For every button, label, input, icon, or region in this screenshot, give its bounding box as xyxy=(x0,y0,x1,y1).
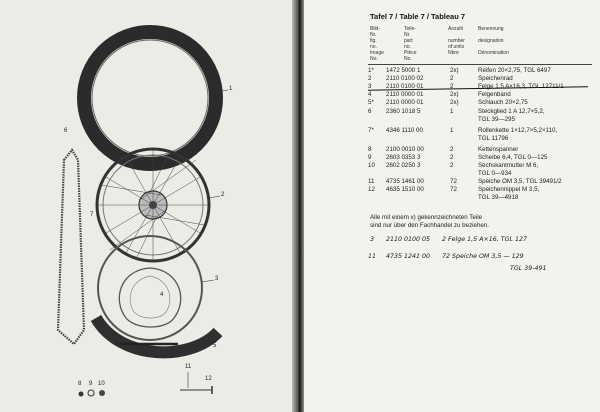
callout-9: 9 xyxy=(89,381,93,387)
table-row: 9 2603 0353 3 2 Scheibe 6,4, TGL 0—125 xyxy=(368,154,548,161)
callout-3: 3 xyxy=(215,276,219,282)
tyre-segment xyxy=(96,318,218,352)
callout-2: 2 xyxy=(221,192,225,198)
callout-12: 12 xyxy=(205,376,212,382)
handwritten-text-2: 72 Speiche OM 3,5 — 129 xyxy=(442,253,524,260)
handwritten-pos-2: 11 xyxy=(368,253,377,260)
rim-band xyxy=(98,236,202,340)
table-row: 11 4735 1461 00 72 Speiche OM 3,5, TGL 39491/2 xyxy=(368,178,562,185)
handwritten-pos-1: 3 xyxy=(370,236,375,243)
header-desc: Benennung designation Dénomination xyxy=(478,26,509,56)
callout-4: 4 xyxy=(160,292,164,298)
table-title: Tafel 7 / Table 7 / Tableau 7 xyxy=(370,12,466,21)
callout-6: 6 xyxy=(64,128,68,134)
handwritten-text-3: TGL 39-491 xyxy=(510,265,547,272)
callout-8: 8 xyxy=(78,381,82,387)
right-page-parts-list xyxy=(304,0,600,412)
callout-10: 10 xyxy=(98,381,105,387)
table-row-struck: 3 2110 0100 01 2 Felge 1,5 A×16,3, TGL 12711/1 xyxy=(368,83,598,91)
table-row: 6 2360 1018 5 1 Steckglied 1 A 12,7×5,2, xyxy=(368,108,545,115)
handwritten-part-2: 4735 1241 00 xyxy=(386,253,431,260)
exploded-wheel-drawing xyxy=(0,0,296,412)
callout-11: 11 xyxy=(185,364,192,370)
left-page-illustration xyxy=(0,0,296,412)
header-part: Teile- Nr. part no. Pièce No. xyxy=(404,26,417,62)
callout-1: 1 xyxy=(229,86,233,92)
table-row: TGL 11796 xyxy=(478,135,509,142)
callout-7: 7 xyxy=(90,212,94,218)
table-row: 10 2602 0250 3 2 Sechskantmutter M 6, xyxy=(368,162,539,169)
header-pos: Bild- Nr. fig. no. Image No. xyxy=(370,26,384,62)
table-row: 7* 4346 1110 00 1 Rollenkette 1×12,7×5,2×110, xyxy=(368,127,558,134)
table-row: 12 4635 1510 00 72 Speichennippel M 3,5, xyxy=(368,186,540,193)
table-row: 5* 2110 0000 01 2x) Schlauch 20×2,75 xyxy=(368,99,528,106)
table-row: 2 2110 0100 02 2 Speichenrad xyxy=(368,75,513,82)
footnote-line-1: Alle mit einem x) gekennzeichneten Teile xyxy=(370,214,483,221)
table-row: 8 2100 0010 00 2 Kettenspanner xyxy=(368,146,519,153)
footnote-line-2: sind nur über den Fachhandel zu beziehen. xyxy=(370,222,490,229)
roller-chain xyxy=(58,150,84,344)
table-row: 1* 1472 5000 1 2x) Reifen 20×2,75, TGL 6497 xyxy=(368,67,551,74)
table-row: 4 2110 0000 01 2x) Felgenband xyxy=(368,91,511,98)
table-row: TGL 39—4918 xyxy=(478,194,519,201)
table-row: TGL 39—295 xyxy=(478,116,515,123)
tyre xyxy=(84,32,216,164)
header-rule xyxy=(368,64,592,65)
header-qty: Anzahl number of units Nbre xyxy=(448,26,465,56)
table-row: TGL 0—934 xyxy=(478,170,512,177)
callout-5: 5 xyxy=(213,343,217,349)
handwritten-part-1: 2110 0100 05 xyxy=(386,236,431,243)
handwritten-text-1: 2 Felge 1,5 A×16, TGL 127 xyxy=(442,236,527,243)
